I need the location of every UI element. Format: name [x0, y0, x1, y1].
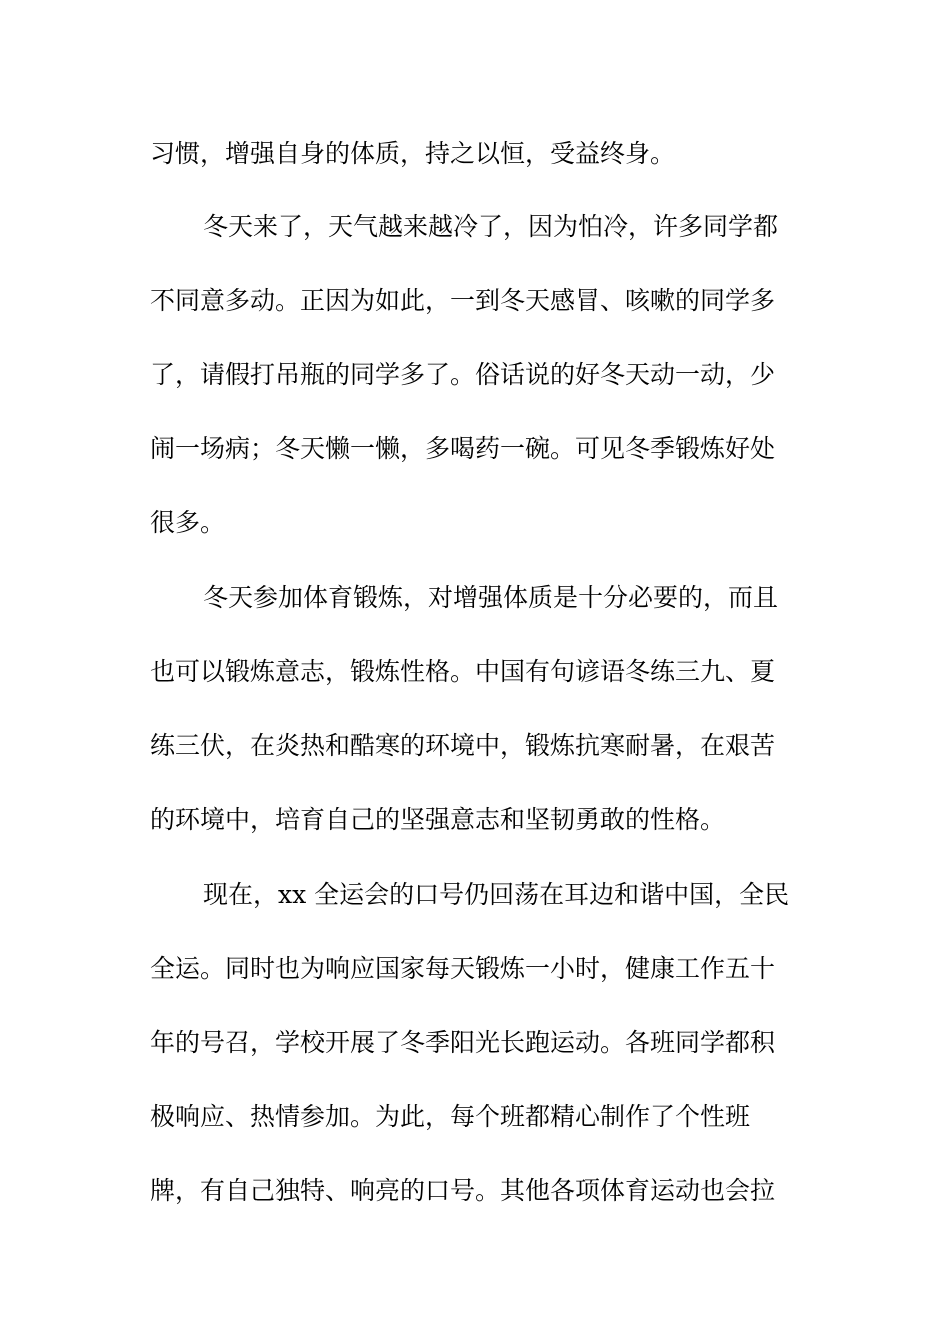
text-line: 很多。: [150, 508, 226, 537]
paragraph-first-line: 冬天参加体育锻炼，对增强体质是十分必要的，而且: [203, 583, 779, 612]
text-line: 牌，有自己独特、响亮的口号。其他各项体育运动也会拉: [150, 1176, 776, 1205]
text-line: 的环境中，培育自己的坚强意志和坚韧勇敢的性格。: [150, 805, 726, 834]
text-line: 练三伏，在炎热和酷寒的环境中，锻炼抗寒耐暑，在艰苦: [150, 731, 776, 760]
paragraph-first-line: 现在，xx 全运会的口号仍回荡在耳边和谐中国，全民: [203, 880, 790, 909]
text-line: 了，请假打吊瓶的同学多了。俗话说的好冬天动一动，少: [150, 360, 776, 389]
text-line: 全运。同时也为响应国家每天锻炼一小时，健康工作五十: [150, 954, 776, 983]
text-line: 极响应、热情参加。为此，每个班都精心制作了个性班: [150, 1102, 751, 1131]
text-line: 也可以锻炼意志，锻炼性格。中国有句谚语冬练三九、夏: [150, 657, 776, 686]
text-line: 不同意多动。正因为如此，一到冬天感冒、咳嗽的同学多: [150, 286, 776, 315]
paragraph-first-line: 冬天来了，天气越来越冷了，因为怕冷，许多同学都: [203, 212, 779, 241]
text-line: 习惯，增强自身的体质，持之以恒，受益终身。: [150, 139, 676, 168]
text-line: 年的号召，学校开展了冬季阳光长跑运动。各班同学都积: [150, 1028, 776, 1057]
text-line: 闹一场病；冬天懒一懒，多喝药一碗。可见冬季锻炼好处: [150, 434, 776, 463]
